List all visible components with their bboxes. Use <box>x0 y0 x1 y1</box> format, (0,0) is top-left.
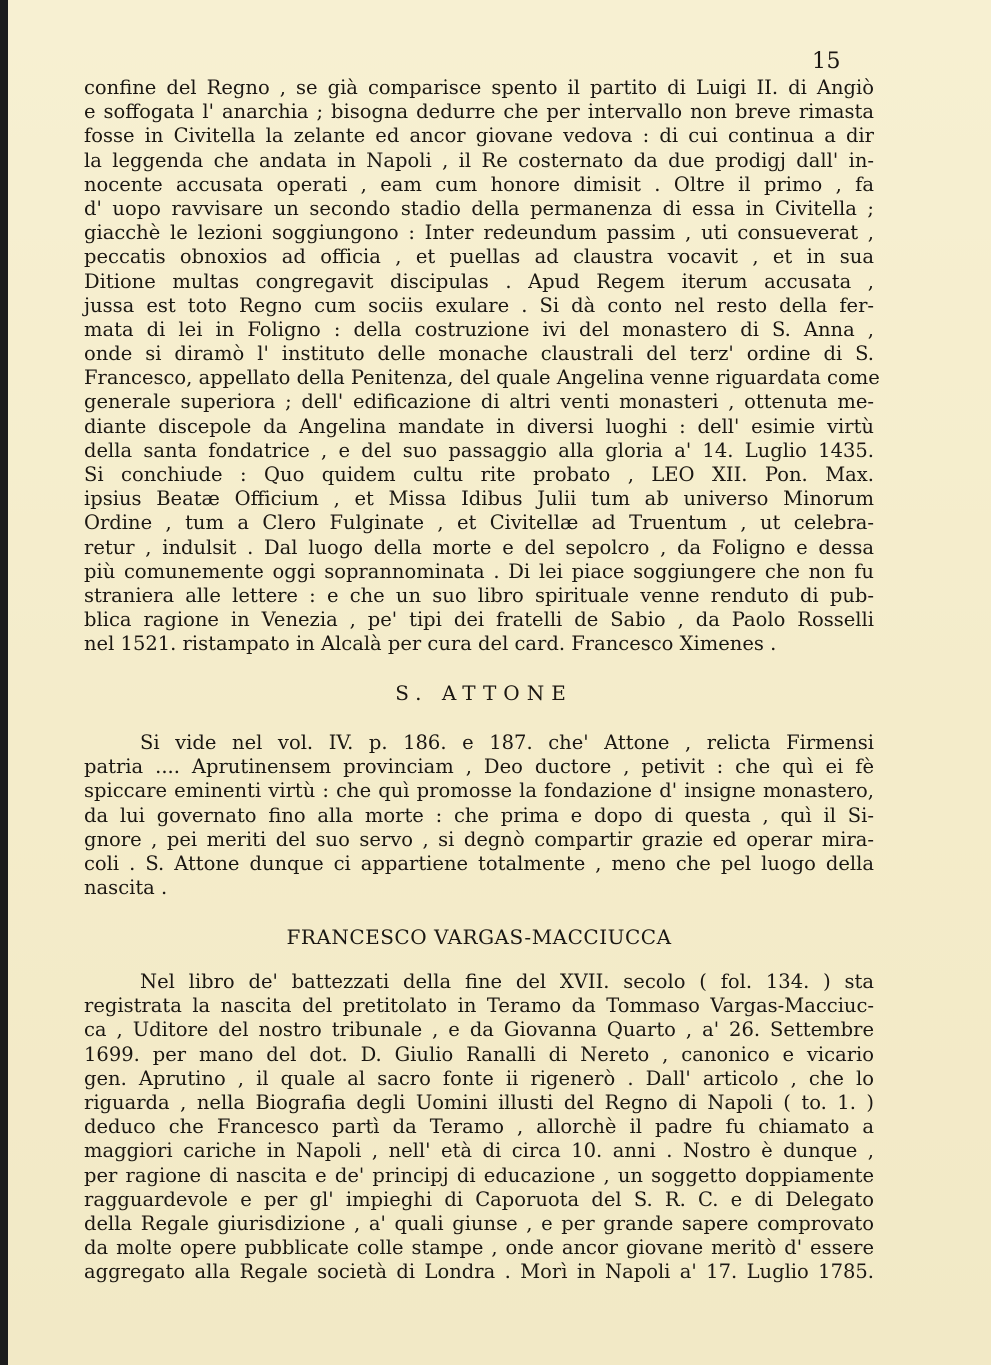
text-line: ragguardevole e per gl' impieghi di Caporuota del S. R. C. e di Delegato <box>84 1187 874 1211</box>
text-line: ca , Uditore del nostro tribunale , e da Giovanna Quarto , a' 26. Settembre <box>84 1018 874 1042</box>
text-line: retur , indulsit . Dal luogo della morte e del sepolcro , da Foligno e dessa <box>84 535 874 559</box>
text-line: diante discepole da Angelina mandate in diversi luoghi : dell' esimie virtù <box>84 414 874 438</box>
page-number: 15 <box>812 49 841 74</box>
text-line: jussa est toto Regno cum sociis exulare . Si dà conto nel resto della fer- <box>84 293 874 317</box>
text-line: Ordine , tum a Clero Fulginate , et Civitellæ ad Truentum , ut celebra- <box>84 511 874 535</box>
text-line: della santa fondatrice , e del suo passaggio alla gloria a' 14. Luglio 1435. <box>84 438 874 462</box>
text-line: confine del Regno , se già comparisce spento il partito di Luigi II. di Angiò <box>84 76 874 99</box>
text-line: nel 1521. ristampato in Alcalà per cura del card. Francesco Ximenes . <box>84 632 777 656</box>
text-line: peccatis obnoxios ad officia , et puellas ad claustra vocavit , et in sua <box>84 245 874 269</box>
page-edge-shadow <box>0 0 8 1365</box>
text-line: giacchè le lezioni soggiungono : Inter redeundum passim , uti consueverat , <box>84 221 874 245</box>
text-line: straniera alle lettere : e che un suo libro spirituale venne renduto di pub- <box>84 583 874 607</box>
text-line: Si vide nel vol. IV. p. 186. e 187. che' Attone , relicta Firmensi <box>140 731 874 754</box>
text-line: più comunemente oggi soprannominata . Di lei piace soggiungere che non fu <box>84 559 874 583</box>
text-line: deduco che Francesco partì da Teramo , allorchè il padre fu chiamato a <box>84 1115 874 1139</box>
text-line: Ditione multas congregavit discipulas . Apud Regem iterum accusata , <box>84 269 874 293</box>
text-line: maggiori cariche in Napoli , nell' età di circa 10. anni . Nostro è dunque , <box>84 1139 874 1163</box>
text-line: ipsius Beatæ Officium , et Missa Idibus Julii tum ab universo Minorum <box>84 487 874 511</box>
text-line: per ragione di nascita e de' principj di educazione , un soggetto doppiamente <box>84 1163 874 1187</box>
text-line: blica ragione in Venezia , pe' tipi dei fratelli de Sabio , da Paolo Rosselli <box>84 608 874 632</box>
text-line: generale superiora ; dell' edificazione di altri venti monasteri , ottenuta me- <box>84 390 874 414</box>
text-line: coli . S. Attone dunque ci appartiene totalmente , meno che pel luogo della <box>84 851 874 875</box>
text-line: gnore , pei meriti del suo servo , si degnò compartir grazie ed operar mira- <box>84 827 874 851</box>
text-line: nocente accusata operati , eam cum honore dimisit . Oltre il primo , fa <box>84 172 874 196</box>
text-line: riguarda , nella Biografia degli Uomini illusti del Regno di Napoli ( to. 1. ) <box>84 1090 874 1114</box>
text-line: nascita . <box>84 876 168 900</box>
text-line: patria .... Aprutinensem provinciam , Deo ductore , petivit : che quì ei fè <box>84 755 874 779</box>
text-line: la leggenda che andata in Napoli , il Re costernato da due prodigj dall' in- <box>84 148 874 172</box>
text-line: mata di lei in Foligno : della costruzione ivi del monastero di S. Anna , <box>84 317 874 341</box>
text-line: registrata la nascita del pretitolato in Teramo da Tommaso Vargas-Macciuc- <box>84 994 874 1018</box>
text-line: e soffogata l' anarchia ; bisogna dedurre che per intervallo non breve rimasta <box>84 100 874 124</box>
paragraph-s-attone <box>84 731 874 900</box>
text-line: aggregato alla Regale società di Londra . Morì in Napoli a' 17. Luglio 1785. <box>84 1260 874 1284</box>
text-line: gen. Aprutino , il quale al sacro fonte ii rigenerò . Dall' articolo , che lo <box>84 1066 874 1090</box>
text-line: d' uopo ravvisare un secondo stadio della permanenza di essa in Civitella ; <box>84 196 874 220</box>
paragraph-vargas-macciucca <box>84 970 874 1284</box>
paragraph-angelina <box>84 76 880 657</box>
text-line: Nel libro de' battezzati della fine del XVII. secolo ( fol. 134. ) sta <box>140 970 874 993</box>
section-heading-s-attone: S. ATTONE <box>395 681 573 705</box>
text-line: Si conchiude : Quo quidem cultu rite probato , LEO XII. Pon. Max. <box>84 463 874 486</box>
text-line: fosse in Civitella la zelante ed ancor giovane vedova : di cui continua a dir <box>84 124 874 148</box>
text-line: da molte opere pubblicate colle stampe , onde ancor giovane meritò d' essere <box>84 1236 874 1260</box>
section-heading-vargas-macciucca: FRANCESCO VARGAS-MACCIUCCA <box>286 925 672 949</box>
text-line: della Regale giurisdizione , a' quali giunse , e per grande sapere comprovato <box>84 1211 874 1235</box>
text-line: onde si diramò l' instituto delle monache claustrali del terz' ordine di S. <box>84 342 874 366</box>
text-line: 1699. per mano del dot. D. Giulio Ranalli di Nereto , canonico e vicario <box>84 1042 874 1066</box>
text-line: da lui governato fino alla morte : che prima e dopo di questa , quì il Si- <box>84 803 874 827</box>
text-line: Francesco, appellato della Penitenza, del quale Angelina venne riguardata come <box>84 366 880 390</box>
text-line: spiccare eminenti virtù : che quì promosse la fondazione d' insigne monastero, <box>84 779 874 803</box>
